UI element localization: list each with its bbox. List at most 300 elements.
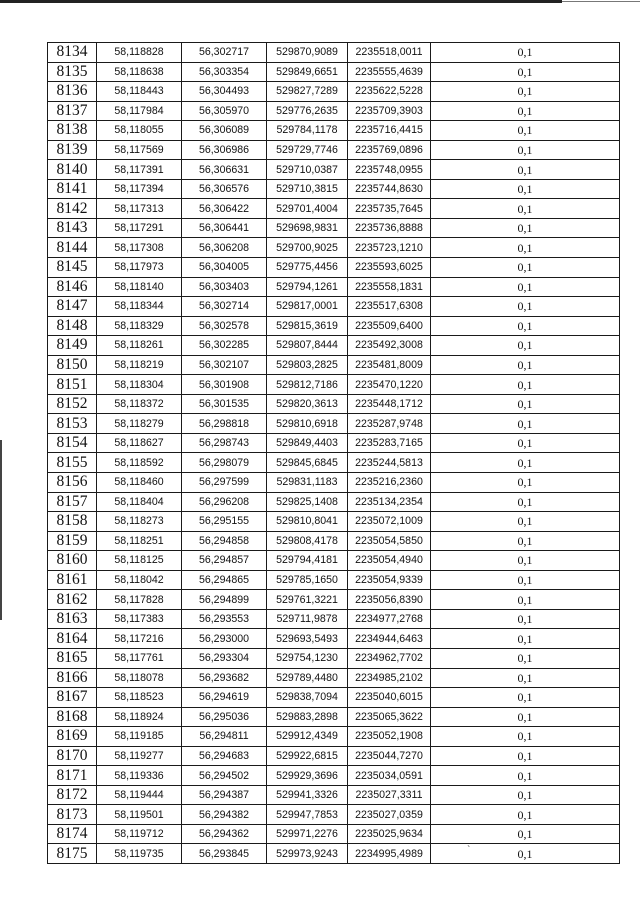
point-number-cell: 8168	[48, 707, 97, 727]
y-coordinate-cell: 2235065,3622	[348, 707, 431, 727]
table-row	[48, 609, 620, 629]
point-number-cell: 8159	[48, 531, 97, 551]
latitude-cell: 58,119501	[97, 805, 182, 825]
point-number-cell: 8143	[48, 218, 97, 238]
latitude-cell: 58,118592	[97, 453, 182, 473]
y-coordinate-cell: 2235216,2360	[348, 473, 431, 493]
coordinates-table-body	[48, 43, 620, 864]
y-coordinate-cell: 2235716,4415	[348, 121, 431, 141]
x-coordinate-cell: 529815,3619	[267, 316, 348, 336]
longitude-cell: 56,304493	[182, 82, 267, 102]
top-border-rule-thin	[562, 1, 640, 2]
table-row	[48, 629, 620, 649]
accuracy-cell: 0,1	[431, 824, 620, 844]
accuracy-cell: 0,1	[431, 727, 620, 747]
table-row	[48, 531, 620, 551]
latitude-cell: 58,117313	[97, 199, 182, 219]
longitude-cell: 56,303403	[182, 277, 267, 297]
point-number-cell: 8165	[48, 648, 97, 668]
x-coordinate-cell: 529845,6845	[267, 453, 348, 473]
table-row	[48, 668, 620, 688]
y-coordinate-cell: 2235622,5228	[348, 82, 431, 102]
accuracy-cell: 0,1	[431, 277, 620, 297]
y-coordinate-cell: 2235744,8630	[348, 179, 431, 199]
y-coordinate-cell: 2235283,7165	[348, 433, 431, 453]
accuracy-cell: 0,1	[431, 766, 620, 786]
accuracy-cell: 0,1	[431, 394, 620, 414]
latitude-cell: 58,117308	[97, 238, 182, 258]
accuracy-cell: 0,1	[431, 473, 620, 493]
longitude-cell: 56,293304	[182, 648, 267, 668]
point-number-cell: 8148	[48, 316, 97, 336]
y-coordinate-cell: 2234985,2102	[348, 668, 431, 688]
point-number-cell: 8145	[48, 258, 97, 278]
x-coordinate-cell: 529794,4181	[267, 551, 348, 571]
x-coordinate-cell: 529922,6815	[267, 746, 348, 766]
y-coordinate-cell: 2235027,3311	[348, 785, 431, 805]
accuracy-cell: 0,1	[431, 433, 620, 453]
y-coordinate-cell: 2234962,7702	[348, 648, 431, 668]
point-number-cell: 8140	[48, 160, 97, 180]
point-number-cell: 8156	[48, 473, 97, 493]
point-number-cell: 8161	[48, 570, 97, 590]
y-coordinate-cell: 2234995,4989	[348, 844, 431, 864]
y-coordinate-cell: 2235054,5850	[348, 531, 431, 551]
longitude-cell: 56,294382	[182, 805, 267, 825]
accuracy-cell: 0,1	[431, 609, 620, 629]
latitude-cell: 58,117828	[97, 590, 182, 610]
latitude-cell: 58,117569	[97, 140, 182, 160]
table-row	[48, 355, 620, 375]
latitude-cell: 58,117984	[97, 101, 182, 121]
table-row	[48, 160, 620, 180]
point-number-cell: 8137	[48, 101, 97, 121]
x-coordinate-cell: 529812,7186	[267, 375, 348, 395]
point-number-cell: 8153	[48, 414, 97, 434]
accuracy-cell: 0,1	[431, 648, 620, 668]
table-row	[48, 277, 620, 297]
latitude-cell: 58,118140	[97, 277, 182, 297]
accuracy-cell: 0,1	[431, 805, 620, 825]
table-row	[48, 785, 620, 805]
accuracy-cell: 0,1	[431, 316, 620, 336]
x-coordinate-cell: 529785,1650	[267, 570, 348, 590]
accuracy-cell: 0,1	[431, 199, 620, 219]
y-coordinate-cell: 2235052,1908	[348, 727, 431, 747]
latitude-cell: 58,117391	[97, 160, 182, 180]
longitude-cell: 56,293553	[182, 609, 267, 629]
y-coordinate-cell: 2235555,4639	[348, 62, 431, 82]
x-coordinate-cell: 529912,4349	[267, 727, 348, 747]
latitude-cell: 58,117973	[97, 258, 182, 278]
accuracy-cell: 0,1	[431, 218, 620, 238]
longitude-cell: 56,301535	[182, 394, 267, 414]
longitude-cell: 56,294502	[182, 766, 267, 786]
longitude-cell: 56,293845	[182, 844, 267, 864]
latitude-cell: 58,119277	[97, 746, 182, 766]
table-row	[48, 179, 620, 199]
longitude-cell: 56,306441	[182, 218, 267, 238]
longitude-cell: 56,302714	[182, 297, 267, 317]
longitude-cell: 56,294857	[182, 551, 267, 571]
x-coordinate-cell: 529849,6651	[267, 62, 348, 82]
longitude-cell: 56,306208	[182, 238, 267, 258]
table-row	[48, 648, 620, 668]
latitude-cell: 58,117761	[97, 648, 182, 668]
x-coordinate-cell: 529831,1183	[267, 473, 348, 493]
accuracy-cell: 0,1	[431, 844, 620, 864]
longitude-cell: 56,305970	[182, 101, 267, 121]
table-row	[48, 727, 620, 747]
y-coordinate-cell: 2235492,3008	[348, 336, 431, 356]
longitude-cell: 56,294811	[182, 727, 267, 747]
table-row	[48, 805, 620, 825]
longitude-cell: 56,302285	[182, 336, 267, 356]
longitude-cell: 56,303354	[182, 62, 267, 82]
y-coordinate-cell: 2235558,1831	[348, 277, 431, 297]
point-number-cell: 8166	[48, 668, 97, 688]
x-coordinate-cell: 529693,5493	[267, 629, 348, 649]
y-coordinate-cell: 2234944,6463	[348, 629, 431, 649]
accuracy-cell: 0,1	[431, 512, 620, 532]
latitude-cell: 58,118304	[97, 375, 182, 395]
accuracy-cell: 0,1	[431, 140, 620, 160]
x-coordinate-cell: 529838,7094	[267, 688, 348, 708]
table-row	[48, 688, 620, 708]
y-coordinate-cell: 2235056,8390	[348, 590, 431, 610]
y-coordinate-cell: 2234977,2768	[348, 609, 431, 629]
latitude-cell: 58,119444	[97, 785, 182, 805]
latitude-cell: 58,118261	[97, 336, 182, 356]
point-number-cell: 8174	[48, 824, 97, 844]
latitude-cell: 58,118219	[97, 355, 182, 375]
table-row	[48, 101, 620, 121]
point-number-cell: 8135	[48, 62, 97, 82]
accuracy-cell: 0,1	[431, 258, 620, 278]
accuracy-cell: 0,1	[431, 101, 620, 121]
point-number-cell: 8144	[48, 238, 97, 258]
x-coordinate-cell: 529810,6918	[267, 414, 348, 434]
longitude-cell: 56,302107	[182, 355, 267, 375]
table-row	[48, 766, 620, 786]
point-number-cell: 8175	[48, 844, 97, 864]
table-row	[48, 82, 620, 102]
x-coordinate-cell: 529947,7853	[267, 805, 348, 825]
longitude-cell: 56,298079	[182, 453, 267, 473]
table-row	[48, 62, 620, 82]
table-row	[48, 551, 620, 571]
longitude-cell: 56,306089	[182, 121, 267, 141]
latitude-cell: 58,118523	[97, 688, 182, 708]
latitude-cell: 58,119735	[97, 844, 182, 864]
longitude-cell: 56,301908	[182, 375, 267, 395]
latitude-cell: 58,118273	[97, 512, 182, 532]
y-coordinate-cell: 2235518,0011	[348, 43, 431, 63]
latitude-cell: 58,119185	[97, 727, 182, 747]
accuracy-cell: 0,1	[431, 492, 620, 512]
x-coordinate-cell: 529701,4004	[267, 199, 348, 219]
point-number-cell: 8173	[48, 805, 97, 825]
longitude-cell: 56,295036	[182, 707, 267, 727]
y-coordinate-cell: 2235072,1009	[348, 512, 431, 532]
latitude-cell: 58,118125	[97, 551, 182, 571]
table-row	[48, 218, 620, 238]
accuracy-cell: 0,1	[431, 629, 620, 649]
accuracy-cell: 0,1	[431, 688, 620, 708]
longitude-cell: 56,302717	[182, 43, 267, 63]
y-coordinate-cell: 2235769,0896	[348, 140, 431, 160]
latitude-cell: 58,118924	[97, 707, 182, 727]
x-coordinate-cell: 529729,7746	[267, 140, 348, 160]
y-coordinate-cell: 2235481,8009	[348, 355, 431, 375]
coordinates-table	[47, 42, 620, 864]
y-coordinate-cell: 2235034,0591	[348, 766, 431, 786]
longitude-cell: 56,294899	[182, 590, 267, 610]
table-row	[48, 316, 620, 336]
accuracy-cell: 0,1	[431, 375, 620, 395]
x-coordinate-cell: 529971,2276	[267, 824, 348, 844]
y-coordinate-cell: 2235448,1712	[348, 394, 431, 414]
x-coordinate-cell: 529820,3613	[267, 394, 348, 414]
stray-tick-mark: `	[467, 845, 471, 856]
point-number-cell: 8149	[48, 336, 97, 356]
x-coordinate-cell: 529761,3221	[267, 590, 348, 610]
longitude-cell: 56,294865	[182, 570, 267, 590]
x-coordinate-cell: 529711,9878	[267, 609, 348, 629]
x-coordinate-cell: 529827,7289	[267, 82, 348, 102]
latitude-cell: 58,118828	[97, 43, 182, 63]
latitude-cell: 58,118042	[97, 570, 182, 590]
point-number-cell: 8164	[48, 629, 97, 649]
accuracy-cell: 0,1	[431, 121, 620, 141]
x-coordinate-cell: 529754,1230	[267, 648, 348, 668]
accuracy-cell: 0,1	[431, 160, 620, 180]
x-coordinate-cell: 529794,1261	[267, 277, 348, 297]
latitude-cell: 58,117383	[97, 609, 182, 629]
point-number-cell: 8162	[48, 590, 97, 610]
longitude-cell: 56,306986	[182, 140, 267, 160]
y-coordinate-cell: 2235027,0359	[348, 805, 431, 825]
longitude-cell: 56,306631	[182, 160, 267, 180]
longitude-cell: 56,295155	[182, 512, 267, 532]
accuracy-cell: 0,1	[431, 453, 620, 473]
latitude-cell: 58,118638	[97, 62, 182, 82]
table-row	[48, 140, 620, 160]
accuracy-cell: 0,1	[431, 297, 620, 317]
y-coordinate-cell: 2235517,6308	[348, 297, 431, 317]
latitude-cell: 58,117394	[97, 179, 182, 199]
table-row	[48, 746, 620, 766]
latitude-cell: 58,118627	[97, 433, 182, 453]
accuracy-cell: 0,1	[431, 336, 620, 356]
x-coordinate-cell: 529825,1408	[267, 492, 348, 512]
x-coordinate-cell: 529776,2635	[267, 101, 348, 121]
point-number-cell: 8147	[48, 297, 97, 317]
y-coordinate-cell: 2235709,3903	[348, 101, 431, 121]
y-coordinate-cell: 2235593,6025	[348, 258, 431, 278]
table-row	[48, 375, 620, 395]
longitude-cell: 56,298818	[182, 414, 267, 434]
x-coordinate-cell: 529883,2898	[267, 707, 348, 727]
accuracy-cell: 0,1	[431, 62, 620, 82]
table-row	[48, 336, 620, 356]
point-number-cell: 8167	[48, 688, 97, 708]
x-coordinate-cell: 529810,8041	[267, 512, 348, 532]
accuracy-cell: 0,1	[431, 785, 620, 805]
scan-edge-mark	[0, 440, 2, 620]
table-row	[48, 453, 620, 473]
point-number-cell: 8171	[48, 766, 97, 786]
y-coordinate-cell: 2235044,7270	[348, 746, 431, 766]
y-coordinate-cell: 2235470,1220	[348, 375, 431, 395]
y-coordinate-cell: 2235735,7645	[348, 199, 431, 219]
accuracy-cell: 0,1	[431, 570, 620, 590]
longitude-cell: 56,296208	[182, 492, 267, 512]
table-row	[48, 707, 620, 727]
x-coordinate-cell: 529775,4456	[267, 258, 348, 278]
table-row	[48, 824, 620, 844]
point-number-cell: 8134	[48, 43, 97, 63]
top-border-rule	[0, 0, 562, 3]
point-number-cell: 8158	[48, 512, 97, 532]
y-coordinate-cell: 2235723,1210	[348, 238, 431, 258]
latitude-cell: 58,118344	[97, 297, 182, 317]
accuracy-cell: 0,1	[431, 355, 620, 375]
table-row	[48, 590, 620, 610]
longitude-cell: 56,294362	[182, 824, 267, 844]
point-number-cell: 8150	[48, 355, 97, 375]
point-number-cell: 8154	[48, 433, 97, 453]
y-coordinate-cell: 2235054,4940	[348, 551, 431, 571]
y-coordinate-cell: 2235736,8888	[348, 218, 431, 238]
x-coordinate-cell: 529808,4178	[267, 531, 348, 551]
accuracy-cell: 0,1	[431, 590, 620, 610]
point-number-cell: 8157	[48, 492, 97, 512]
table-row	[48, 473, 620, 493]
y-coordinate-cell: 2235287,9748	[348, 414, 431, 434]
point-number-cell: 8138	[48, 121, 97, 141]
x-coordinate-cell: 529803,2825	[267, 355, 348, 375]
latitude-cell: 58,118460	[97, 473, 182, 493]
longitude-cell: 56,294858	[182, 531, 267, 551]
x-coordinate-cell: 529807,8444	[267, 336, 348, 356]
x-coordinate-cell: 529973,9243	[267, 844, 348, 864]
point-number-cell: 8170	[48, 746, 97, 766]
latitude-cell: 58,118443	[97, 82, 182, 102]
point-number-cell: 8169	[48, 727, 97, 747]
latitude-cell: 58,117291	[97, 218, 182, 238]
table-row	[48, 570, 620, 590]
latitude-cell: 58,118251	[97, 531, 182, 551]
table-row	[48, 238, 620, 258]
y-coordinate-cell: 2235054,9339	[348, 570, 431, 590]
latitude-cell: 58,118279	[97, 414, 182, 434]
x-coordinate-cell: 529817,0001	[267, 297, 348, 317]
table-row	[48, 258, 620, 278]
longitude-cell: 56,306576	[182, 179, 267, 199]
x-coordinate-cell: 529700,9025	[267, 238, 348, 258]
point-number-cell: 8142	[48, 199, 97, 219]
table-row	[48, 43, 620, 63]
point-number-cell: 8141	[48, 179, 97, 199]
accuracy-cell: 0,1	[431, 531, 620, 551]
latitude-cell: 58,118078	[97, 668, 182, 688]
longitude-cell: 56,294619	[182, 688, 267, 708]
table-row	[48, 512, 620, 532]
longitude-cell: 56,294387	[182, 785, 267, 805]
table-row	[48, 414, 620, 434]
accuracy-cell: 0,1	[431, 746, 620, 766]
table-row	[48, 492, 620, 512]
latitude-cell: 58,118372	[97, 394, 182, 414]
x-coordinate-cell: 529870,9089	[267, 43, 348, 63]
accuracy-cell: 0,1	[431, 668, 620, 688]
x-coordinate-cell: 529941,3326	[267, 785, 348, 805]
y-coordinate-cell: 2235040,6015	[348, 688, 431, 708]
point-number-cell: 8172	[48, 785, 97, 805]
x-coordinate-cell: 529784,1178	[267, 121, 348, 141]
accuracy-cell: 0,1	[431, 551, 620, 571]
point-number-cell: 8163	[48, 609, 97, 629]
accuracy-cell: 0,1	[431, 43, 620, 63]
table-row	[48, 121, 620, 141]
point-number-cell: 8146	[48, 277, 97, 297]
point-number-cell: 8139	[48, 140, 97, 160]
x-coordinate-cell: 529929,3696	[267, 766, 348, 786]
y-coordinate-cell: 2235748,0955	[348, 160, 431, 180]
accuracy-cell: 0,1	[431, 414, 620, 434]
x-coordinate-cell: 529710,0387	[267, 160, 348, 180]
x-coordinate-cell: 529710,3815	[267, 179, 348, 199]
x-coordinate-cell: 529789,4480	[267, 668, 348, 688]
y-coordinate-cell: 2235025,9634	[348, 824, 431, 844]
table-row	[48, 199, 620, 219]
longitude-cell: 56,293682	[182, 668, 267, 688]
table-row	[48, 394, 620, 414]
accuracy-cell: 0,1	[431, 707, 620, 727]
latitude-cell: 58,119336	[97, 766, 182, 786]
latitude-cell: 58,119712	[97, 824, 182, 844]
longitude-cell: 56,298743	[182, 433, 267, 453]
latitude-cell: 58,117216	[97, 629, 182, 649]
x-coordinate-cell: 529849,4403	[267, 433, 348, 453]
longitude-cell: 56,304005	[182, 258, 267, 278]
accuracy-cell: 0,1	[431, 179, 620, 199]
accuracy-cell: 0,1	[431, 82, 620, 102]
latitude-cell: 58,118329	[97, 316, 182, 336]
latitude-cell: 58,118404	[97, 492, 182, 512]
point-number-cell: 8160	[48, 551, 97, 571]
x-coordinate-cell: 529698,9831	[267, 218, 348, 238]
table-row	[48, 844, 620, 864]
latitude-cell: 58,118055	[97, 121, 182, 141]
y-coordinate-cell: 2235134,2354	[348, 492, 431, 512]
point-number-cell: 8136	[48, 82, 97, 102]
longitude-cell: 56,297599	[182, 473, 267, 493]
y-coordinate-cell: 2235244,5813	[348, 453, 431, 473]
longitude-cell: 56,302578	[182, 316, 267, 336]
y-coordinate-cell: 2235509,6400	[348, 316, 431, 336]
point-number-cell: 8152	[48, 394, 97, 414]
longitude-cell: 56,294683	[182, 746, 267, 766]
accuracy-cell: 0,1	[431, 238, 620, 258]
table-row	[48, 297, 620, 317]
point-number-cell: 8155	[48, 453, 97, 473]
longitude-cell: 56,306422	[182, 199, 267, 219]
longitude-cell: 56,293000	[182, 629, 267, 649]
point-number-cell: 8151	[48, 375, 97, 395]
table-row	[48, 433, 620, 453]
